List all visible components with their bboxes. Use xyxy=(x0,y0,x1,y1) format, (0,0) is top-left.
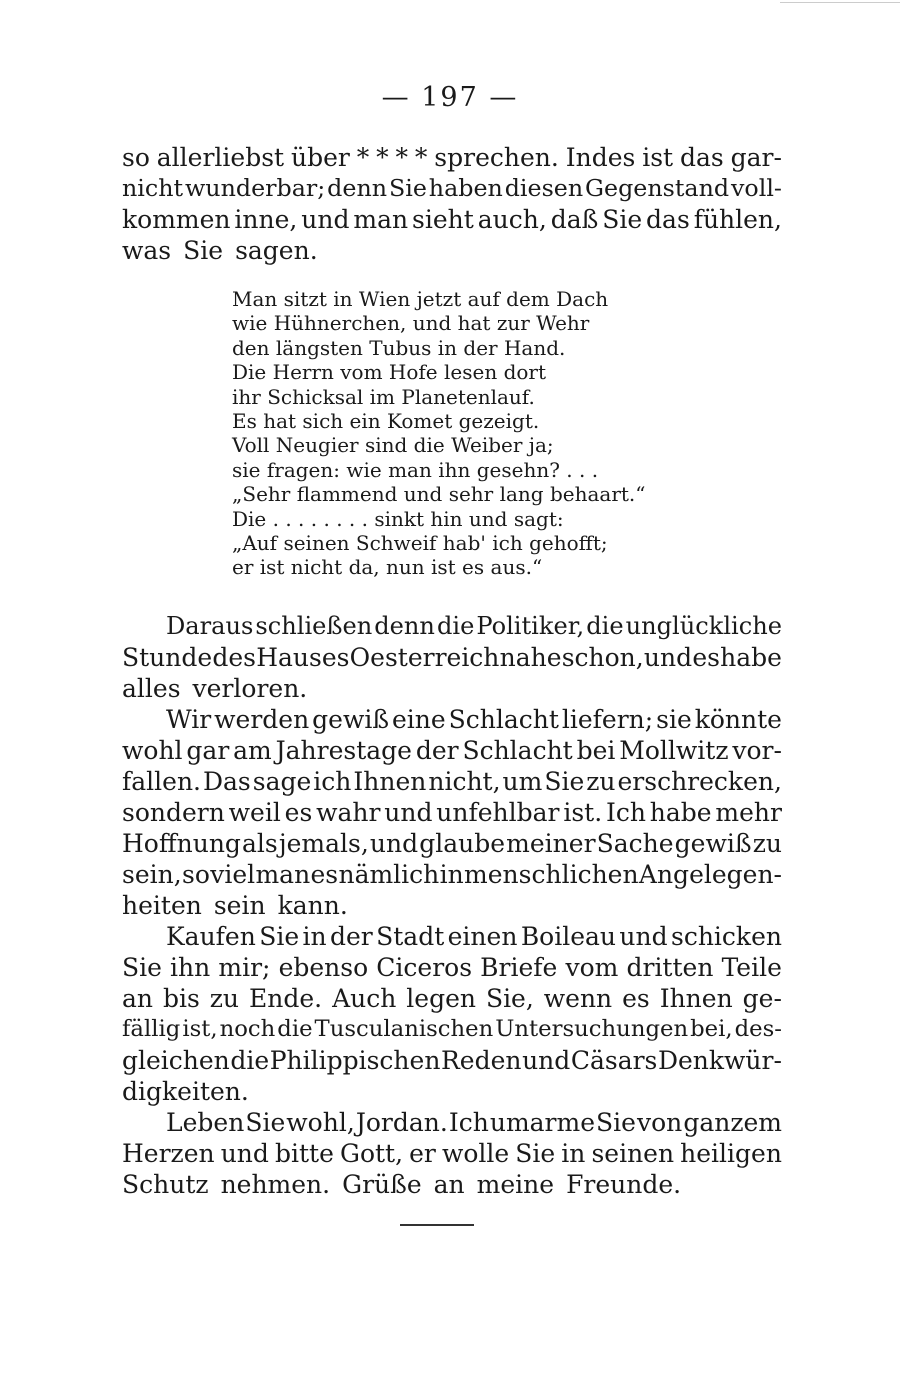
text-line: Wir werden gewiß eine Schlacht liefern; sie könnte xyxy=(166,705,782,734)
paragraph-body xyxy=(122,611,782,1200)
poem-line: Die . . . . . . . . sinkt hin und sagt: xyxy=(232,506,564,531)
text-line: digkeiten. xyxy=(122,1077,249,1106)
poem-line: er ist nicht da, nun ist es aus.“ xyxy=(232,555,543,580)
text-line: kommen inne, und man sieht auch, daß Sie das fühlen, xyxy=(122,205,782,234)
text-line: an bis zu Ende. Auch legen Sie, wenn es Ihnen ge- xyxy=(122,984,782,1013)
poem-line: ihr Schicksal im Planetenlauf. xyxy=(232,384,535,409)
poem-line: „Sehr flammend und sehr lang behaart.“ xyxy=(232,482,646,507)
text-line: Hoffnung als jemals, und glaube meiner Sache gewiß zu xyxy=(122,829,782,858)
text-line: so allerliebst über * * * * sprechen. Indes ist das gar- xyxy=(122,143,782,172)
text-line: Leben Sie wohl, Jordan. Ich umarme Sie von ganzem xyxy=(166,1108,782,1137)
text-line: Kaufen Sie in der Stadt einen Boileau und schicken xyxy=(166,922,782,951)
poem-line: Es hat sich ein Komet gezeigt. xyxy=(232,408,540,433)
poem-line: „Auf seinen Schweif hab' ich gehofft; xyxy=(232,530,608,555)
poem-block xyxy=(232,287,646,580)
text-line: heiten sein kann. xyxy=(122,891,348,920)
text-line: wohl gar am Jahrestage der Schlacht bei Mollwitz vor- xyxy=(122,736,782,765)
poem-line: Die Herrn vom Hofe lesen dort xyxy=(232,360,547,385)
page-number: — 197 — xyxy=(381,82,519,113)
text-line: fällig ist, noch die Tusculanischen Untersuchungen bei, des- xyxy=(122,1016,782,1042)
scan-edge-line xyxy=(780,2,900,3)
text-line: Stunde des Hauses Oesterreich nahe schon, und es habe xyxy=(122,643,782,672)
text-line: Sie ihn mir; ebenso Ciceros Briefe vom dritten Teile xyxy=(122,953,782,982)
text-line: alles verloren. xyxy=(122,674,308,703)
text-line: sein, so viel man es nämlich in menschlichen Angelegen- xyxy=(122,860,782,889)
text-line: Daraus schließen denn die Politiker, die unglückliche xyxy=(166,612,782,640)
end-rule xyxy=(400,1224,474,1226)
text-line: sondern weil es wahr und unfehlbar ist. Ich habe mehr xyxy=(122,798,782,827)
text-line: was Sie sagen. xyxy=(122,236,318,265)
poem-line: wie Hühnerchen, und hat zur Wehr xyxy=(232,311,590,336)
poem-line: sie fragen: wie man ihn gesehn? . . . xyxy=(232,457,599,482)
paragraph-top xyxy=(122,142,782,266)
text-line: nicht wunderbar; denn Sie haben diesen Gegenstand voll- xyxy=(122,174,782,202)
poem-line: den längsten Tubus in der Hand. xyxy=(232,335,566,360)
poem-line: Man sitzt in Wien jetzt auf dem Dach xyxy=(232,287,609,311)
text-line: fallen. Das sage ich Ihnen nicht, um Sie zu erschrecken, xyxy=(122,767,782,796)
text-line: Schutz nehmen. Grüße an meine Freunde. xyxy=(122,1170,682,1199)
text-line: gleichen die Philippischen Reden und Cäsars Denkwür- xyxy=(122,1046,782,1075)
poem-line: Voll Neugier sind die Weiber ja; xyxy=(232,433,554,458)
text-line: Herzen und bitte Gott, er wolle Sie in seinen heiligen xyxy=(122,1139,782,1168)
